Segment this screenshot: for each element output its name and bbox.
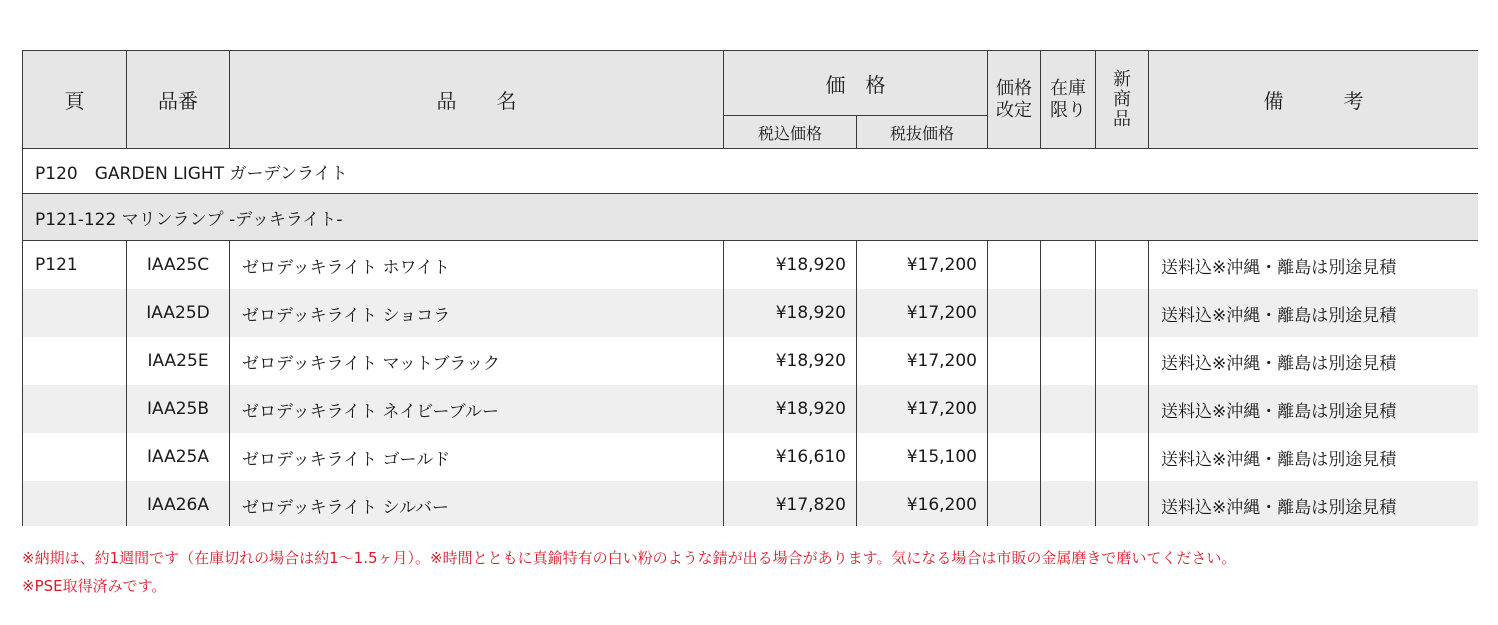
row-name: ゼロデッキライト ネイビーブルー <box>230 385 724 433</box>
footnote-pse: ※PSE取得済みです。 <box>22 577 167 595</box>
header-new-line1: 新 <box>1113 68 1131 90</box>
header-price-revised-line2: 改定 <box>996 99 1032 121</box>
row-new-product <box>1096 241 1149 290</box>
row-price-tax-ex: ¥16,200 <box>857 481 988 526</box>
row-price-tax-in: ¥18,920 <box>724 385 857 433</box>
header-price-revised-line1: 価格 <box>996 77 1032 99</box>
row-new-product <box>1096 433 1149 481</box>
table-header <box>23 51 1479 149</box>
row-page <box>23 337 127 385</box>
row-name: ゼロデッキライト ゴールド <box>230 433 724 481</box>
row-page: P121 <box>23 241 127 290</box>
row-code: IAA25D <box>127 289 230 337</box>
row-stock-limited <box>1041 337 1096 385</box>
row-page <box>23 481 127 526</box>
table-row <box>23 289 1479 337</box>
row-price-tax-ex: ¥17,200 <box>857 241 988 290</box>
row-price-tax-ex: ¥17,200 <box>857 289 988 337</box>
header-new-line3: 品 <box>1113 108 1131 130</box>
header-price-tax-in: 税込価格 <box>724 116 857 149</box>
header-price-tax-ex: 税抜価格 <box>857 116 988 149</box>
header-stock-limited-line2: 限り <box>1050 99 1086 121</box>
row-name: ゼロデッキライト シルバー <box>230 481 724 526</box>
price-table-container <box>22 50 1478 526</box>
header-stock-limited-line1: 在庫 <box>1050 77 1086 99</box>
row-page <box>23 289 127 337</box>
table-row <box>23 433 1479 481</box>
row-page <box>23 385 127 433</box>
footnote-delivery: ※納期は、約1週間です（在庫切れの場合は約1～1.5ヶ月）。※時間とともに真鍮特有の白い粉のような錆が出る場合があります。気になる場合は市販の金属磨きで磨いてください。 <box>22 549 1237 567</box>
header-price: 価 格 <box>724 51 988 116</box>
row-stock-limited <box>1041 289 1096 337</box>
row-stock-limited <box>1041 481 1096 526</box>
row-price-revised <box>988 433 1041 481</box>
header-stock-limited <box>1041 51 1096 149</box>
row-name: ゼロデッキライト ホワイト <box>230 241 724 290</box>
row-price-tax-ex: ¥15,100 <box>857 433 988 481</box>
section-heading-marine-lamp: P121-122 マリンランプ -デッキライト- <box>23 194 1479 241</box>
row-code: IAA25E <box>127 337 230 385</box>
row-stock-limited <box>1041 433 1096 481</box>
row-name: ゼロデッキライト マットブラック <box>230 337 724 385</box>
row-code: IAA25A <box>127 433 230 481</box>
row-remarks: 送料込※沖縄・離島は別途見積 <box>1149 433 1479 481</box>
row-code: IAA25B <box>127 385 230 433</box>
footnotes <box>22 544 1236 600</box>
row-page <box>23 433 127 481</box>
row-new-product <box>1096 385 1149 433</box>
row-price-revised <box>988 481 1041 526</box>
table-row <box>23 241 1479 290</box>
row-remarks: 送料込※沖縄・離島は別途見積 <box>1149 385 1479 433</box>
row-price-revised <box>988 241 1041 290</box>
row-remarks: 送料込※沖縄・離島は別途見積 <box>1149 481 1479 526</box>
row-price-tax-ex: ¥17,200 <box>857 385 988 433</box>
row-stock-limited <box>1041 385 1096 433</box>
row-price-revised <box>988 337 1041 385</box>
table-row <box>23 385 1479 433</box>
row-price-tax-in: ¥16,610 <box>724 433 857 481</box>
row-price-tax-in: ¥18,920 <box>724 337 857 385</box>
price-table <box>22 50 1478 526</box>
row-remarks: 送料込※沖縄・離島は別途見積 <box>1149 337 1479 385</box>
row-price-revised <box>988 385 1041 433</box>
row-stock-limited <box>1041 241 1096 290</box>
row-price-tax-in: ¥18,920 <box>724 241 857 290</box>
header-page: 頁 <box>23 51 127 149</box>
header-name: 品 名 <box>230 51 724 149</box>
row-price-revised <box>988 289 1041 337</box>
row-name: ゼロデッキライト ショコラ <box>230 289 724 337</box>
table-row <box>23 337 1479 385</box>
row-remarks: 送料込※沖縄・離島は別途見積 <box>1149 289 1479 337</box>
row-new-product <box>1096 289 1149 337</box>
row-remarks: 送料込※沖縄・離島は別途見積 <box>1149 241 1479 290</box>
header-price-revised <box>988 51 1041 149</box>
row-code: IAA25C <box>127 241 230 290</box>
row-price-tax-in: ¥18,920 <box>724 289 857 337</box>
header-remarks: 備 考 <box>1149 51 1479 149</box>
table-row <box>23 481 1479 526</box>
row-price-tax-in: ¥17,820 <box>724 481 857 526</box>
header-new-product <box>1096 51 1149 149</box>
row-price-tax-ex: ¥17,200 <box>857 337 988 385</box>
header-code: 品番 <box>127 51 230 149</box>
row-code: IAA26A <box>127 481 230 526</box>
row-new-product <box>1096 481 1149 526</box>
row-new-product <box>1096 337 1149 385</box>
header-new-line2: 商 <box>1113 88 1131 110</box>
section-heading-garden-light: P120 GARDEN LIGHT ガーデンライト <box>23 149 1479 194</box>
